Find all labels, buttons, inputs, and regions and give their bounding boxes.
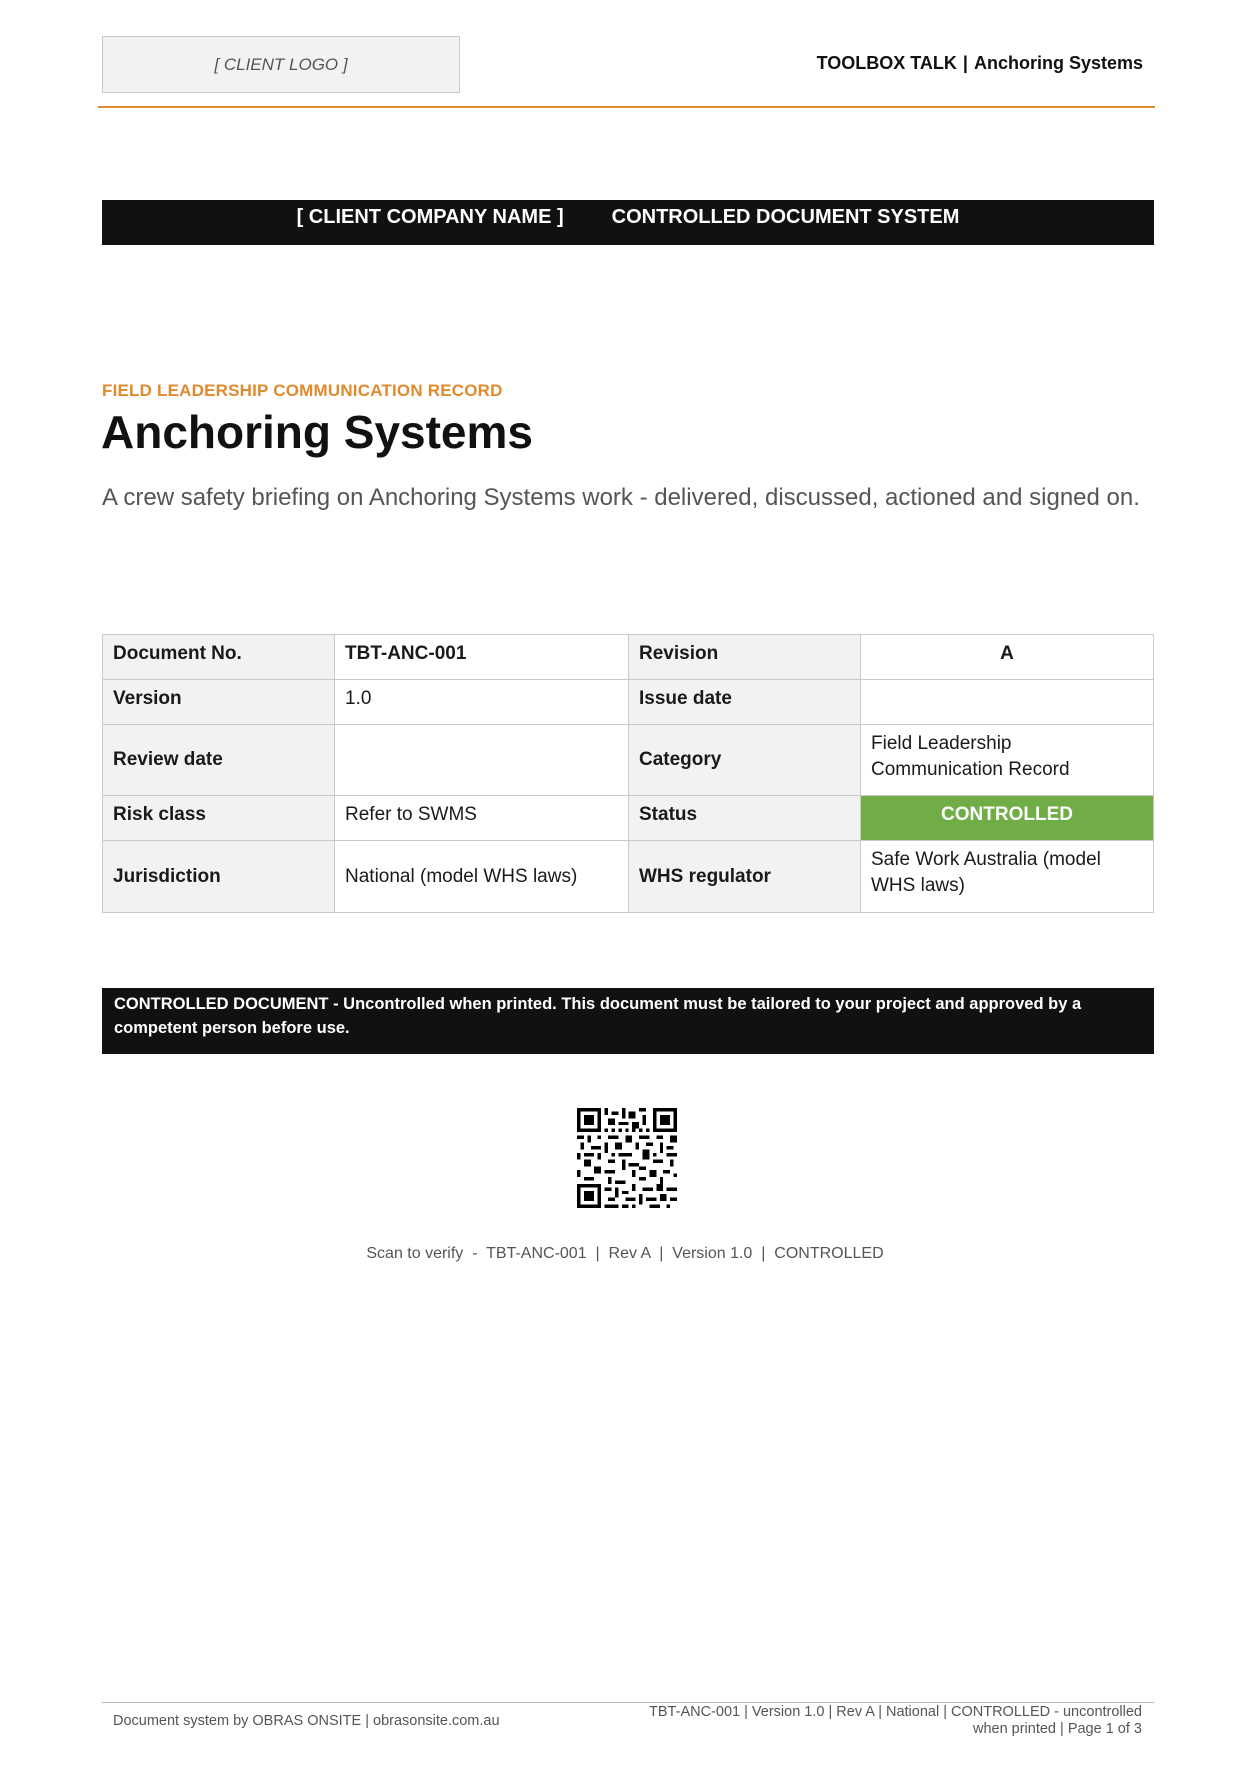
page-subtitle: A crew safety briefing on Anchoring Systems work - delivered, discussed, actioned and signed on. [102,484,1140,511]
footer-right-line2: when printed | Page 1 of 3 [972,1721,1142,1737]
review-date-value [335,725,629,796]
version-label: Version [103,680,335,725]
header-topic: Anchoring Systems [973,53,1143,73]
version-value: 1.0 [335,680,629,725]
table-row [103,841,1154,913]
revision-label: Revision [629,635,861,680]
document-kicker: FIELD LEADERSHIP COMMUNICATION RECORD [102,381,503,400]
issue-date-label: Issue date [629,680,861,725]
header-title [817,53,1143,74]
banner-system: CONTROLLED DOCUMENT SYSTEM [611,206,960,228]
category-label: Category [629,725,861,796]
risk-class-value: Refer to SWMS [335,796,629,841]
document-metadata-table [102,634,1154,913]
jurisdiction-value: National (model WHS laws) [335,841,629,913]
status-badge: CONTROLLED [861,796,1154,841]
jurisdiction-label: Jurisdiction [103,841,335,913]
risk-class-label: Risk class [103,796,335,841]
header-doc-type: TOOLBOX TALK [816,53,957,73]
page-header [98,35,1155,108]
footer-divider [102,1702,1154,1703]
status-label: Status [629,796,861,841]
table-row [103,680,1154,725]
footer-left: Document system by OBRAS ONSITE | obrasonsite.com.au [113,1713,500,1729]
client-logo-placeholder: [ CLIENT LOGO ] [102,36,460,93]
review-date-label: Review date [103,725,335,796]
table-row [103,725,1154,796]
doc-no-label: Document No. [103,635,335,680]
banner-company: [ CLIENT COMPANY NAME ] [296,206,564,228]
header-separator: | [962,53,968,73]
qr-code-icon[interactable] [577,1108,677,1208]
company-banner [102,200,1154,245]
table-row [103,796,1154,841]
page-title: Anchoring Systems [101,406,533,458]
verify-caption: Scan to verify - TBT-ANC-001 | Rev A | Version 1.0 | CONTROLLED [366,1245,884,1262]
doc-no-value: TBT-ANC-001 [335,635,629,680]
footer-right [582,1704,1142,1738]
controlled-document-notice: CONTROLLED DOCUMENT - Uncontrolled when printed. This document must be tailored to your project and approved by a competent person before use. [102,988,1154,1054]
category-value: Field Leadership Communication Record [861,725,1154,796]
table-row [103,635,1154,680]
issue-date-value [861,680,1154,725]
footer-right-line1: TBT-ANC-001 | Version 1.0 | Rev A | National | CONTROLLED - uncontrolled [649,1704,1142,1720]
regulator-label: WHS regulator [629,841,861,913]
revision-value: A [861,635,1154,680]
regulator-value: Safe Work Australia (model WHS laws) [861,841,1154,913]
